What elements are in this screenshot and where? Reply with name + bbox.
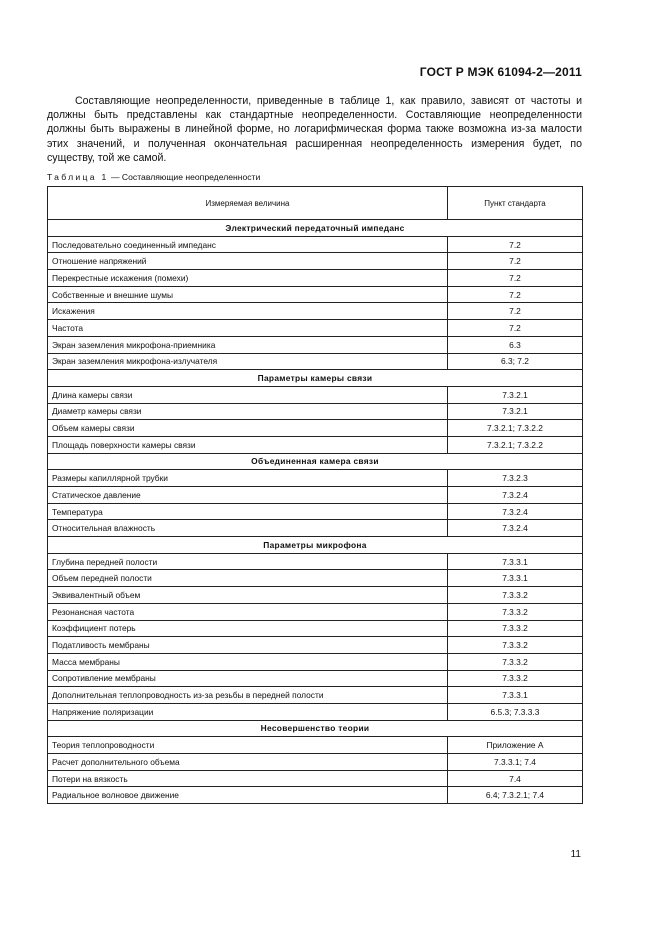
table-row: [48, 754, 583, 771]
measured-quantity-cell: Объем передней полости: [48, 570, 448, 587]
clause-cell: 7.3.2.1: [448, 386, 583, 403]
table-row: [48, 570, 583, 587]
measured-quantity-cell: Частота: [48, 320, 448, 337]
table-row: [48, 470, 583, 487]
section-header-row: [48, 720, 583, 737]
section-header-row: [48, 537, 583, 554]
measured-quantity-cell: Экран заземления микрофона-излучателя: [48, 353, 448, 370]
section-header-row: [48, 453, 583, 470]
table-row: [48, 353, 583, 370]
clause-cell: Приложение А: [448, 737, 583, 754]
measured-quantity-cell: Собственные и внешние шумы: [48, 286, 448, 303]
clause-cell: 7.3.3.2: [448, 670, 583, 687]
measured-quantity-cell: Диаметр камеры связи: [48, 403, 448, 420]
section-title: Объединенная камера связи: [48, 453, 583, 470]
clause-cell: 7.2: [448, 270, 583, 287]
measured-quantity-cell: Резонансная частота: [48, 603, 448, 620]
measured-quantity-cell: Теория теплопроводности: [48, 737, 448, 754]
measured-quantity-cell: Длина камеры связи: [48, 386, 448, 403]
table-row: [48, 420, 583, 437]
clause-cell: 6.5.3; 7.3.3.3: [448, 703, 583, 720]
table-row: [48, 670, 583, 687]
measured-quantity-cell: Масса мембраны: [48, 653, 448, 670]
measured-quantity-cell: Объем камеры связи: [48, 420, 448, 437]
table-header-row: [48, 187, 583, 220]
table-caption-label: Таблица 1: [47, 172, 109, 182]
measured-quantity-cell: Эквивалентный объем: [48, 587, 448, 604]
table-row: [48, 487, 583, 504]
table-row: [48, 303, 583, 320]
measured-quantity-cell: Статическое давление: [48, 487, 448, 504]
clause-cell: 6.3; 7.2: [448, 353, 583, 370]
clause-cell: 7.3.3.1: [448, 553, 583, 570]
measured-quantity-cell: Относительная влажность: [48, 520, 448, 537]
measured-quantity-cell: Отношение напряжений: [48, 253, 448, 270]
document-code: ГОСТ Р МЭК 61094-2—2011: [419, 65, 582, 79]
table-caption: [47, 172, 260, 182]
clause-cell: 6.3: [448, 336, 583, 353]
table-row: [48, 236, 583, 253]
table-row: [48, 386, 583, 403]
header-measured-quantity: Измеряемая величина: [48, 187, 448, 220]
clause-cell: 7.2: [448, 320, 583, 337]
clause-cell: 7.3.3.1: [448, 570, 583, 587]
measured-quantity-cell: Глубина передней полости: [48, 553, 448, 570]
table-row: [48, 587, 583, 604]
clause-cell: 7.3.2.4: [448, 487, 583, 504]
measured-quantity-cell: Размеры капиллярной трубки: [48, 470, 448, 487]
table-row: [48, 503, 583, 520]
table-row: [48, 703, 583, 720]
measured-quantity-cell: Сопротивление мембраны: [48, 670, 448, 687]
table-caption-title: — Составляющие неопределенности: [110, 172, 261, 182]
clause-cell: 7.3.2.1; 7.3.2.2: [448, 420, 583, 437]
clause-cell: 7.3.2.1; 7.3.2.2: [448, 436, 583, 453]
clause-cell: 7.2: [448, 253, 583, 270]
clause-cell: 7.3.2.4: [448, 503, 583, 520]
table-row: [48, 436, 583, 453]
intro-paragraph: Составляющие неопределенности, приведенные в таблице 1, как правило, зависят от частоты и должны быть представлены как стандартные неопределенности. Составляющие неопределенности должны быть выражены в линейной форме, но логарифмическая форма также возможна из-за малости этих значений, и полученная окончательная расширенная неопределенность измерения будет, по существу, той же самой.: [47, 95, 582, 164]
uncertainty-table: [47, 186, 583, 804]
table-row: [48, 253, 583, 270]
clause-cell: 7.3.3.2: [448, 603, 583, 620]
measured-quantity-cell: Расчет дополнительного объема: [48, 754, 448, 771]
clause-cell: 7.3.3.2: [448, 620, 583, 637]
table-row: [48, 520, 583, 537]
measured-quantity-cell: Потери на вязкость: [48, 770, 448, 787]
table-row: [48, 770, 583, 787]
table-row: [48, 620, 583, 637]
measured-quantity-cell: Напряжение поляризации: [48, 703, 448, 720]
table-row: [48, 687, 583, 704]
section-header-row: [48, 370, 583, 387]
clause-cell: 7.2: [448, 286, 583, 303]
header-clause: Пункт стандарта: [448, 187, 583, 220]
measured-quantity-cell: Перекрестные искажения (помехи): [48, 270, 448, 287]
table-row: [48, 403, 583, 420]
clause-cell: 7.3.2.3: [448, 470, 583, 487]
table-row: [48, 637, 583, 654]
measured-quantity-cell: Искажения: [48, 303, 448, 320]
measured-quantity-cell: Экран заземления микрофона-приемника: [48, 336, 448, 353]
measured-quantity-cell: Последовательно соединенный импеданс: [48, 236, 448, 253]
table-row: [48, 336, 583, 353]
measured-quantity-cell: Площадь поверхности камеры связи: [48, 436, 448, 453]
section-title: Несовершенство теории: [48, 720, 583, 737]
measured-quantity-cell: Температура: [48, 503, 448, 520]
table-row: [48, 553, 583, 570]
table-row: [48, 320, 583, 337]
section-title: Параметры камеры связи: [48, 370, 583, 387]
table-row: [48, 787, 583, 804]
clause-cell: 7.2: [448, 236, 583, 253]
clause-cell: 7.2: [448, 303, 583, 320]
clause-cell: 7.3.3.2: [448, 637, 583, 654]
clause-cell: 7.3.3.1; 7.4: [448, 754, 583, 771]
measured-quantity-cell: Радиальное волновое движение: [48, 787, 448, 804]
section-header-row: [48, 220, 583, 237]
clause-cell: 7.3.3.2: [448, 653, 583, 670]
section-title: Параметры микрофона: [48, 537, 583, 554]
table-row: [48, 603, 583, 620]
section-title: Электрический передаточный импеданс: [48, 220, 583, 237]
clause-cell: 7.3.2.1: [448, 403, 583, 420]
clause-cell: 7.3.2.4: [448, 520, 583, 537]
table-row: [48, 737, 583, 754]
clause-cell: 7.4: [448, 770, 583, 787]
page-number: 11: [570, 849, 581, 860]
clause-cell: 7.3.3.2: [448, 587, 583, 604]
table-row: [48, 286, 583, 303]
table-body: [48, 220, 583, 804]
measured-quantity-cell: Дополнительная теплопроводность из-за резьбы в передней полости: [48, 687, 448, 704]
clause-cell: 7.3.3.1: [448, 687, 583, 704]
measured-quantity-cell: Податливость мембраны: [48, 637, 448, 654]
table-row: [48, 270, 583, 287]
measured-quantity-cell: Коэффициент потерь: [48, 620, 448, 637]
clause-cell: 6.4; 7.3.2.1; 7.4: [448, 787, 583, 804]
table-row: [48, 653, 583, 670]
